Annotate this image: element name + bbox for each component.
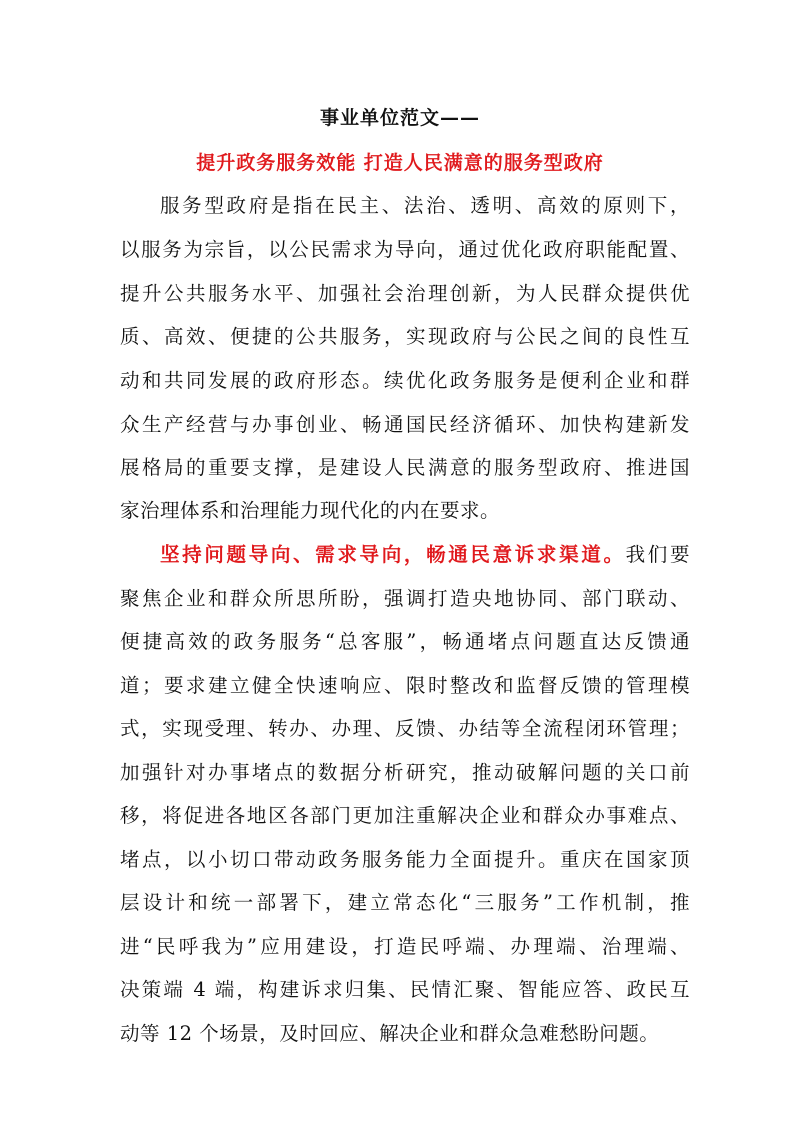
paragraph-2-line: 道；要求建立健全快速响应、限时整改和监督反馈的管理模	[120, 674, 690, 697]
paragraph-2-line: 聚焦企业和群众所思所盼，强调打造央地协同、部门联动、	[120, 587, 690, 610]
paragraph-1-line: 以服务为宗旨，以公民需求为导向，通过优化政府职能配置、	[120, 238, 690, 261]
paragraph-2-line: 层设计和统一部署下，建立常态化“三服务”工作机制，推	[120, 891, 690, 914]
paragraph-2-line: 堵点，以小切口带动政务服务能力全面提升。重庆在国家顶	[120, 848, 690, 871]
paragraph-2-line: 移，将促进各地区各部门更加注重解决企业和群众办事难点、	[120, 804, 690, 827]
paragraph-1-line: 质、高效、便捷的公共服务，实现政府与公民之间的良性互	[120, 325, 690, 348]
paragraph-1-line: 展格局的重要支撑，是建设人民满意的服务型政府、推进国	[120, 456, 690, 479]
paragraph-2-line: 进“民呼我为”应用建设，打造民呼端、办理端、治理端、	[120, 935, 690, 958]
paragraph-1-line: 服务型政府是指在民主、法治、透明、高效的原则下，	[160, 194, 690, 217]
paragraph-2-line: 动等 12 个场景，及时回应、解决企业和群众急难愁盼问题。	[120, 1022, 660, 1045]
paragraph-2-line: 便捷高效的政务服务“总客服”，畅通堵点问题直达反馈通	[120, 630, 690, 653]
paragraph-1-line: 家治理体系和治理能力现代化的内在要求。	[120, 499, 501, 522]
document-title: 事业单位范文——	[319, 107, 480, 129]
paragraph-2-line: 式，实现受理、转办、办理、反馈、办结等全流程闭环管理；	[120, 717, 690, 740]
paragraph-1-line: 众生产经营与办事创业、畅通国民经济循环、加快构建新发	[120, 413, 690, 436]
paragraph-2-line: 加强针对办事堵点的数据分析研究，推动破解问题的关口前	[120, 761, 690, 784]
paragraph-1-line: 提升公共服务水平、加强社会治理创新，为人民群众提供优	[120, 282, 690, 305]
paragraph-2-line: 决策端 4 端，构建诉求归集、民情汇聚、智能应答、政民互	[120, 978, 690, 1001]
paragraph-1-line: 动和共同发展的政府形态。续优化政务服务是便利企业和群	[120, 369, 690, 392]
document-subtitle: 提升政务服务效能 打造人民满意的服务型政府	[196, 152, 604, 174]
paragraph-2-first-line	[160, 539, 690, 567]
paragraph-2-heading: 坚持问题导向、需求导向，畅通民意诉求渠道。	[160, 543, 626, 566]
paragraph-2-first-rest: 我们要	[625, 543, 690, 566]
